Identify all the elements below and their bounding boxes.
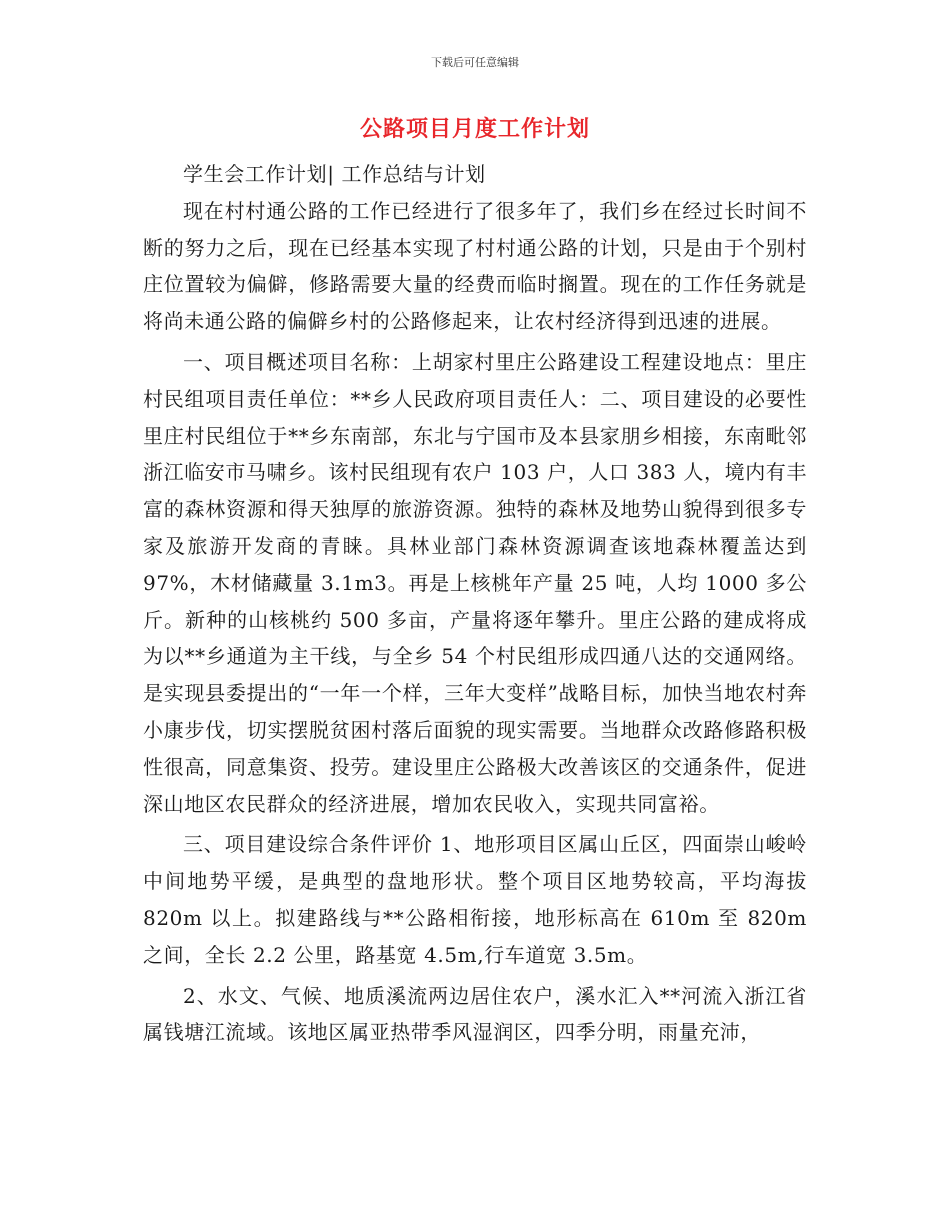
header-note: 下载后可任意编辑 (431, 56, 519, 69)
document-body (143, 156, 807, 1051)
paragraph-intro: 现在村村通公路的工作已经进行了很多年了，我们乡在经过长时间不断的努力之后，现在已经基本实现了村村通公路的计划，只是由于个别村庄位置较为偏僻，修路需要大量的经费而临时搁置。现在的工作任务就是将尚未通公路的偏僻乡村的公路修起来，让农村经济得到迅速的进展。 (143, 198, 807, 334)
document-title: 公路项目月度工作计划 (359, 117, 590, 142)
paragraph-hydrology: 2、水文、气候、地质溪流两边居住农户，溪水汇入**河流入浙江省属钱塘江流域。该地区属亚热带季风湿润区，四季分明，雨量充沛， (143, 983, 807, 1045)
paragraph-overview: 一、项目概述项目名称：上胡家村里庄公路建设工程建设地点：里庄村民组项目责任单位：**乡人民政府项目责任人：二、项目建设的必要性里庄村民组位于**乡东南部，东北与宁国市及本县家朋乡相接，东南毗邻浙江临安市马啸乡。该村民组现有农户 103 户，人口 383 人，境内有丰富的森林资源和得天独厚的旅游资源。独特的森林及地势山貌得到很多专家及旅游开发商的青睐。具林业部门森林资源调查该地森林覆盖达到 97%，木材储藏量 3.1m3。再是上核桃年产量 25 吨，人均 1000 多公斤。新种的山核桃约 500 多亩，产量将逐年攀升。里庄公路的建成将成为以**乡通道为主干线，与全乡 54 个村民组形成四通八达的交通网络。是实现县委提出的“一年一个样，三年大变样”战略目标，加快当地农村奔小康步伐，切实摆脱贫困村落后面貌的现实需要。当地群众改路修路积极性很高，同意集资、投劳。建设里庄公路极大改善该区的交通条件，促进深山地区农民群众的经济进展，增加农民收入，实现共同富裕。 (143, 349, 807, 816)
paragraph-category: 学生会工作计划| 工作总结与计划 (183, 162, 486, 186)
paragraph-conditions: 三、项目建设综合条件评价 1、地形项目区属山丘区，四面崇山峻岭中间地势平缓，是典型的盘地形状。整个项目区地势较高，平均海拔 820m 以上。拟建路线与**公路相衔接，地形标高在 610m 至 820m 之间，全长 2.2 公里，路基宽 4.5m,行车道宽 3.5m。 (143, 832, 807, 967)
